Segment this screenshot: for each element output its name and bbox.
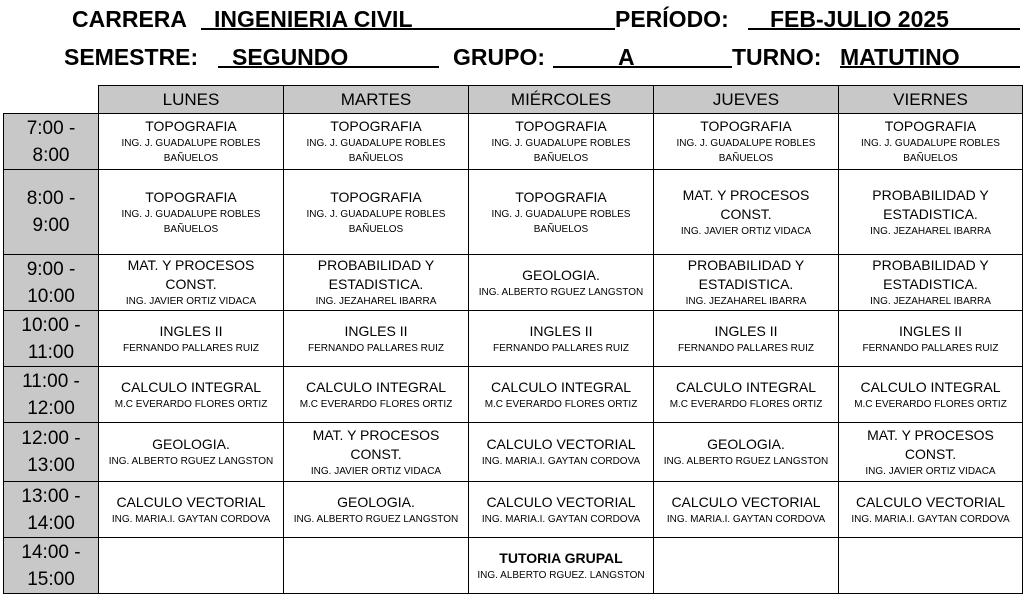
subject-name: INGLES II	[898, 322, 963, 339]
class-cell	[839, 538, 1023, 594]
class-cell	[654, 482, 839, 538]
class-cell	[654, 170, 839, 255]
class-cell	[839, 311, 1023, 367]
class-cell	[839, 367, 1023, 423]
grupo-label: GRUPO:	[453, 44, 545, 70]
subject-name: INGLES II	[344, 322, 408, 339]
turno-label: TURNO:	[732, 44, 822, 70]
professor-name: FERNANDO PALLARES RUIZ	[678, 342, 814, 354]
schedule-body	[4, 114, 1023, 594]
grupo-value: A	[618, 44, 635, 70]
class-cell	[654, 538, 839, 594]
class-cell	[469, 170, 654, 255]
subject-name: CALCULO INTEGRAL	[305, 378, 447, 395]
professor-name: FERNANDO PALLARES RUIZ	[862, 342, 999, 354]
professor-name: ING. J. GUADALUPE ROBLES BAÑUELOS	[306, 208, 446, 235]
class-cell	[839, 170, 1023, 255]
subject-name: TOPOGRAFIA	[515, 118, 607, 134]
carrera-field	[201, 6, 615, 30]
professor-name: ING. JAVIER ORTIZ VIDACA	[125, 296, 257, 307]
class-cell	[99, 423, 284, 482]
class-cell	[469, 367, 654, 423]
subject-name: MAT. Y PROCESOS CONST.	[682, 186, 810, 222]
professor-name: ING. J. GUADALUPE ROBLES BAÑUELOS	[306, 138, 446, 164]
subject-name: INGLES II	[159, 322, 223, 339]
class-cell	[99, 255, 284, 311]
time-slot-row	[4, 367, 1023, 423]
class-cell	[99, 538, 284, 594]
subject-name: CALCULO VECTORIAL	[116, 493, 266, 510]
periodo-field	[748, 6, 1020, 30]
subject-name: GEOLOGIA.	[152, 436, 230, 452]
subject-name: TOPOGRAFIA	[700, 118, 792, 134]
time-end: 10:00	[27, 285, 75, 307]
time-start: 14:00 -	[21, 541, 81, 563]
subject-name: CALCULO INTEGRAL	[120, 378, 262, 395]
subject-name: INGLES II	[529, 322, 593, 339]
carrera-label: CARRERA	[72, 6, 187, 32]
subject-name: GEOLOGIA.	[522, 266, 600, 283]
class-cell	[469, 114, 654, 170]
header-line-2	[0, 44, 1024, 72]
class-cell	[469, 255, 654, 311]
schedule-table	[3, 85, 1023, 594]
subject-name: GEOLOGIA.	[707, 436, 785, 452]
subject-name: TOPOGRAFIA	[884, 118, 977, 134]
class-cell	[654, 423, 839, 482]
time-slot-row	[4, 423, 1023, 482]
professor-name: ING. MARIA.I. GAYTAN CORDOVA	[851, 513, 1010, 525]
subject-name: MAT. Y PROCESOS CONST.	[312, 426, 440, 462]
time-start: 10:00 -	[21, 314, 81, 336]
subject-name: INGLES II	[714, 322, 778, 339]
time-slot-row	[4, 114, 1023, 170]
professor-name: ING. J. GUADALUPE ROBLES BAÑUELOS	[121, 208, 261, 235]
time-end: 12:00	[27, 397, 75, 419]
professor-name: ING. JEZAHAREL IBARRA	[685, 296, 807, 307]
day-header: MIÉRCOLES	[469, 86, 654, 114]
time-slot-cell	[4, 255, 99, 311]
professor-name: ING. MARIA.I. GAYTAN CORDOVA	[481, 456, 641, 467]
day-header: JUEVES	[654, 86, 839, 114]
professor-name: ING. ALBERTO RGUEZ LANGSTON	[108, 456, 274, 467]
professor-name: M.C EVERARDO FLORES ORTIZ	[484, 398, 638, 410]
professor-name: ING. J. GUADALUPE ROBLES BAÑUELOS	[121, 138, 261, 164]
class-cell	[469, 538, 654, 594]
professor-name: FERNANDO PALLARES RUIZ	[308, 342, 444, 354]
subject-name: TUTORIA GRUPAL	[499, 549, 623, 566]
time-start: 8:00 -	[26, 188, 76, 209]
time-end: 11:00	[27, 341, 75, 363]
professor-name: ING. MARIA.I. GAYTAN CORDOVA	[481, 513, 641, 525]
class-cell	[284, 114, 469, 170]
class-cell	[284, 170, 469, 255]
time-slot-row	[4, 538, 1023, 594]
semestre-field	[218, 44, 439, 68]
class-cell	[654, 367, 839, 423]
subject-name: PROBABILIDAD Y ESTADISTICA.	[687, 257, 805, 292]
time-slot-cell	[4, 482, 99, 538]
periodo-label: PERÍODO:	[615, 6, 729, 32]
time-end: 15:00	[27, 568, 75, 590]
periodo-value: FEB-JULIO 2025	[770, 6, 949, 32]
professor-name: ING. ALBERTO RGUEZ. LANGSTON	[477, 569, 645, 581]
professor-name: ING. J. GUADALUPE ROBLES BAÑUELOS	[491, 138, 631, 164]
professor-name: ING. J. GUADALUPE ROBLES BAÑUELOS	[676, 138, 816, 164]
class-cell	[654, 114, 839, 170]
time-start: 11:00 -	[22, 370, 80, 392]
subject-name: PROBABILIDAD Y ESTADISTICA.	[872, 186, 989, 222]
subject-name: PROBABILIDAD Y ESTADISTICA.	[317, 257, 435, 292]
time-slot-cell	[4, 170, 99, 255]
subject-name: MAT. Y PROCESOS CONST.	[867, 426, 994, 462]
time-slot-row	[4, 170, 1023, 255]
day-header: LUNES	[99, 86, 284, 114]
class-cell	[654, 311, 839, 367]
subject-name: CALCULO VECTORIAL	[671, 493, 821, 510]
class-cell	[284, 423, 469, 482]
class-cell	[839, 423, 1023, 482]
time-end: 9:00	[32, 215, 70, 236]
time-slot-cell	[4, 311, 99, 367]
turno-field	[840, 44, 1020, 68]
time-slot-row	[4, 255, 1023, 311]
professor-name: FERNANDO PALLARES RUIZ	[123, 342, 259, 354]
class-cell	[99, 170, 284, 255]
subject-name: CALCULO VECTORIAL	[486, 493, 636, 510]
time-slot-row	[4, 311, 1023, 367]
class-cell	[284, 538, 469, 594]
class-cell	[284, 255, 469, 311]
professor-name: M.C EVERARDO FLORES ORTIZ	[299, 398, 453, 410]
carrera-value: INGENIERIA CIVIL	[214, 6, 413, 32]
day-header: VIERNES	[839, 86, 1023, 114]
class-cell	[284, 311, 469, 367]
professor-name: ING. ALBERTO RGUEZ LANGSTON	[293, 513, 459, 525]
subject-name: CALCULO INTEGRAL	[675, 378, 817, 395]
class-cell	[469, 423, 654, 482]
subject-name: CALCULO INTEGRAL	[860, 378, 1001, 395]
subject-name: TOPOGRAFIA	[515, 188, 607, 205]
time-start: 9:00 -	[26, 258, 76, 280]
professor-name: ING. MARIA.I. GAYTAN CORDOVA	[666, 513, 826, 525]
subject-name: TOPOGRAFIA	[330, 118, 422, 134]
header-line-1	[0, 6, 1024, 34]
class-cell	[469, 311, 654, 367]
day-header-row	[4, 86, 1023, 114]
turno-value: MATUTINO	[840, 44, 960, 70]
professor-name: FERNANDO PALLARES RUIZ	[493, 342, 629, 354]
time-end: 8:00	[32, 144, 70, 166]
class-cell	[839, 255, 1023, 311]
day-header: MARTES	[284, 86, 469, 114]
class-cell	[99, 367, 284, 423]
subject-name: CALCULO VECTORIAL	[855, 493, 1006, 510]
class-cell	[654, 255, 839, 311]
subject-name: TOPOGRAFIA	[145, 118, 237, 134]
subject-name: TOPOGRAFIA	[330, 188, 422, 205]
professor-name: ING. JEZAHAREL IBARRA	[870, 225, 991, 237]
class-cell	[839, 482, 1023, 538]
time-start: 7:00 -	[26, 117, 76, 139]
subject-name: PROBABILIDAD Y ESTADISTICA.	[872, 257, 989, 292]
professor-name: ING. JAVIER ORTIZ VIDACA	[865, 465, 996, 477]
time-slot-cell	[4, 114, 99, 170]
professor-name: M.C EVERARDO FLORES ORTIZ	[114, 398, 268, 410]
professor-name: ING. JEZAHAREL IBARRA	[870, 296, 991, 307]
professor-name: ING. JEZAHAREL IBARRA	[315, 296, 437, 307]
time-end: 13:00	[27, 455, 75, 476]
class-cell	[99, 311, 284, 367]
professor-name: M.C EVERARDO FLORES ORTIZ	[854, 398, 1007, 410]
subject-name: MAT. Y PROCESOS CONST.	[127, 257, 255, 292]
professor-name: ING. JAVIER ORTIZ VIDACA	[680, 225, 812, 237]
corner-cell	[4, 86, 99, 114]
semestre-label: SEMESTRE:	[64, 44, 199, 70]
professor-name: ING. MARIA.I. GAYTAN CORDOVA	[111, 513, 271, 525]
time-start: 12:00 -	[21, 428, 81, 449]
class-cell	[284, 482, 469, 538]
subject-name: CALCULO VECTORIAL	[486, 436, 636, 452]
professor-name: ING. ALBERTO RGUEZ LANGSTON	[663, 456, 829, 467]
professor-name: M.C EVERARDO FLORES ORTIZ	[669, 398, 823, 410]
professor-name: ING. J. GUADALUPE ROBLES BAÑUELOS	[861, 138, 1000, 164]
professor-name: ING. J. GUADALUPE ROBLES BAÑUELOS	[491, 208, 631, 235]
time-slot-cell	[4, 367, 99, 423]
class-cell	[284, 367, 469, 423]
subject-name: GEOLOGIA.	[337, 493, 415, 510]
subject-name: CALCULO INTEGRAL	[490, 378, 632, 395]
grupo-field	[553, 44, 732, 68]
professor-name: ING. ALBERTO RGUEZ LANGSTON	[478, 286, 644, 298]
professor-name: ING. JAVIER ORTIZ VIDACA	[310, 465, 442, 477]
time-slot-cell	[4, 538, 99, 594]
time-slot-row	[4, 482, 1023, 538]
time-end: 14:00	[27, 512, 75, 534]
class-cell	[839, 114, 1023, 170]
class-cell	[99, 482, 284, 538]
semestre-value: SEGUNDO	[232, 44, 349, 70]
time-start: 13:00 -	[21, 485, 81, 507]
class-cell	[99, 114, 284, 170]
subject-name: TOPOGRAFIA	[145, 188, 237, 205]
time-slot-cell	[4, 423, 99, 482]
class-cell	[469, 482, 654, 538]
